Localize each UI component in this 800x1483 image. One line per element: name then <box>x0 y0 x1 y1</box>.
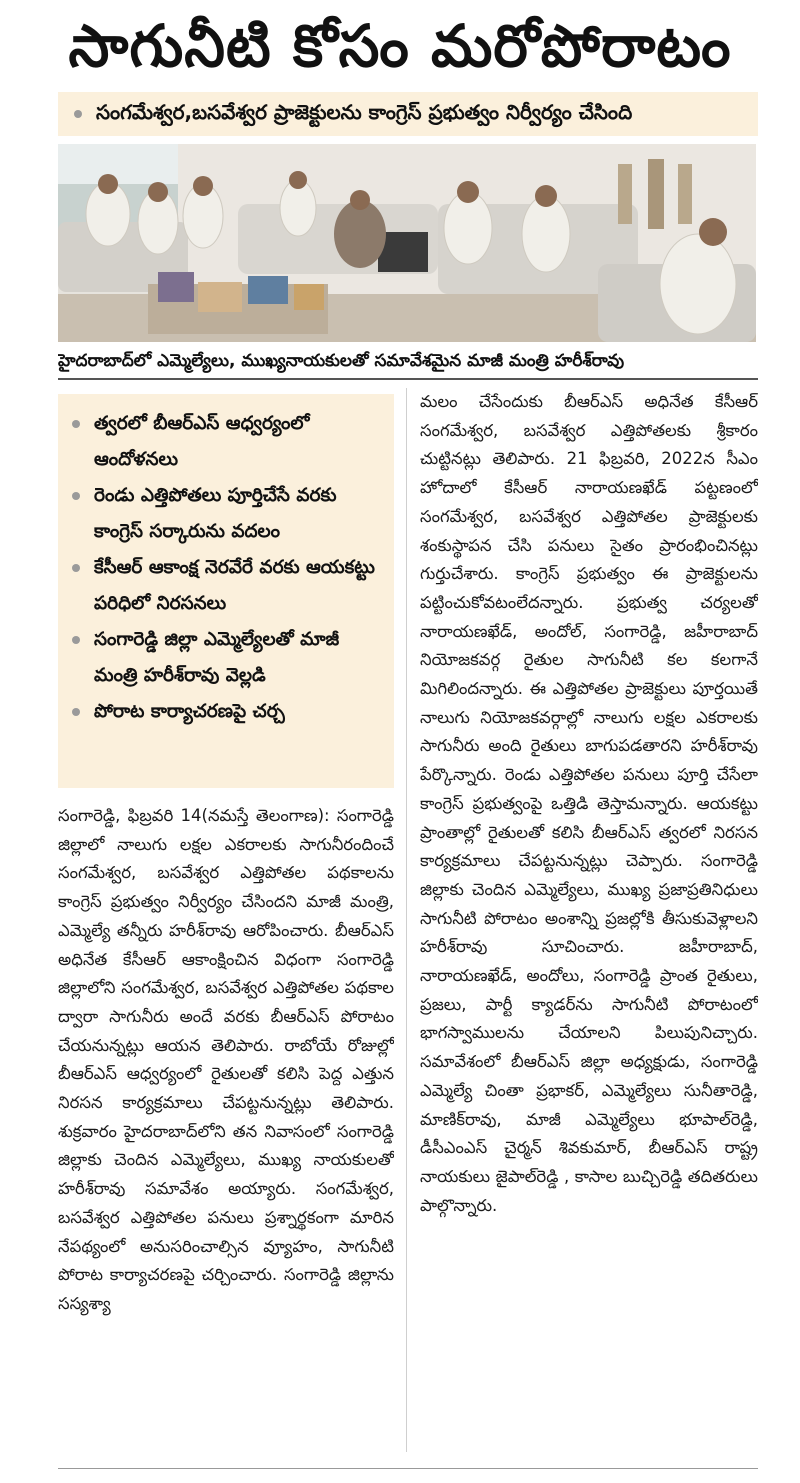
article-subheadline <box>58 92 758 136</box>
bullet-icon <box>72 636 80 644</box>
highlight-item <box>72 622 386 694</box>
bullet-icon <box>74 110 82 118</box>
highlight-text: రెండు ఎత్తిపోతలు పూర్తిచేసే వరకు కాంగ్రెస్ సర్కారును వదలం <box>94 485 337 542</box>
bullet-icon <box>72 420 80 428</box>
body-text-right: మలం చేసేందుకు బీఆర్‌ఎస్ అధినేత కేసీఆర్ సంగమేశ్వర, బసవేశ్వర ఎత్తిపోతలకు శ్రీకారం చుట్టినట్లు తెలిపారు. 21 ఫిబ్రవరి, 2022న సీఎం హోదాలో కేసీఆర్ నారాయణఖేడ్ పట్టణంలో సంగమేశ్వర, బసవేశ్వర ఎత్తిపోతల ప్రాజెక్టులకు శంకుస్థాపన చేసి పనులు సైతం ప్రారంభించినట్లు గుర్తుచేశారు. కాంగ్రెస్ ప్రభుత్వం ఈ ప్రాజెక్టులను పట్టించుకోవటంలేదన్నారు. ప్రభుత్వ చర్యలతో నారాయణఖేడ్, అందోల్, సంగారెడ్డి, జహీరాబాద్ నియోజకవర్గ రైతుల సాగునీటి కల కలగానే మిగిలిందన్నారు. ఈ ఎత్తిపోతల ప్రాజెక్టులు పూర్తయితే నాలుగు నియోజకవర్గాల్లో నాలుగు లక్షల ఎకరాలకు సాగునీరు అంది రైతులు బాగుపడతారని హరీశ్‌రావు పేర్కొన్నారు. రెండు ఎత్తిపోతల పనులు పూర్తి చేసేలా కాంగ్రెస్ ప్రభుత్వంపై ఒత్తిడి తెస్తామన్నారు. ఆయకట్టు ప్రాంతాల్లో రైతులతో కలిసి బీఆర్‌ఎస్ త్వరలో నిరసన కార్యక్రమాలు చేపట్టనున్నట్లు చెప్పారు. సంగారెడ్డి జిల్లాకు చెందిన ఎమ్మెల్యేలు, ముఖ్య ప్రజాప్రతినిధులు సాగునీటి పోరాటం అంశాన్ని ప్రజల్లోకి తీసుకువెళ్లాలని హరీశ్‌రావు సూచించారు. జహీరాబాద్, నారాయణఖేడ్, అందోలు, సంగారెడ్డి ప్రాంత రైతులు, ప్రజలు, పార్టీ క్యాడర్‌ను సాగునీటి పోరాటంలో భాగస్వాములను చేయాలని పిలుపునిచ్చారు. సమావేశంలో బీఆర్‌ఎస్ జిల్లా అధ్యక్షుడు, సంగారెడ్డి ఎమ్మెల్యే చింతా ప్రభాకర్, ఎమ్మెల్యేలు సునీతారెడ్డి, మాణిక్‌రావు, మాజీ ఎమ్మెల్యేలు భూపాల్‌రెడ్డి, డీసీఎంఎస్ చైర్మన్ శివకుమార్, బీఆర్‌ఎస్ రాష్ట్ర నాయకులు జైపాల్‌రెడ్డి , కాసాల బుచ్చిరెడ్డి తదితరులు పాల్గొన్నారు. <box>420 392 758 1215</box>
bullet-icon <box>72 708 80 716</box>
body-column-left <box>58 802 394 1462</box>
highlight-text: పోరాట కార్యాచరణపై చర్చ <box>94 701 285 722</box>
highlight-item <box>72 406 386 478</box>
subheadline-text: సంగమేశ్వర,బసవేశ్వర ప్రాజెక్టులను కాంగ్రెస్ ప్రభుత్వం నిర్వీర్యం చేసింది <box>96 99 633 124</box>
caption-divider <box>58 378 758 380</box>
photo-caption: హైదరాబాద్‌లో ఎమ్మెల్యేలు, ముఖ్యనాయకులతో సమావేశమైన మాజీ మంత్రి హరీశ్‌రావు <box>58 351 625 371</box>
highlight-text: సంగారెడ్డి జిల్లా ఎమ్మెల్యేలతో మాజీ మంత్రి హరీశ్‌రావు వెల్లడి <box>94 629 340 686</box>
highlight-text: త్వరలో బీఆర్‌ఎస్ ఆధ్వర్యంలో ఆందోళనలు <box>94 413 310 470</box>
highlight-item <box>72 550 386 622</box>
column-divider <box>406 388 407 1452</box>
highlight-item <box>72 478 386 550</box>
article-photo <box>58 144 756 342</box>
bullet-icon <box>72 492 80 500</box>
bottom-rule <box>58 1468 758 1469</box>
highlight-item <box>72 694 386 730</box>
highlight-text: కేసీఆర్ ఆకాంక్ష నెరవేరే వరకు ఆయకట్టు పరిధిలో నిరసనలు <box>94 557 375 614</box>
highlights-box <box>58 394 394 788</box>
body-column-right <box>420 388 758 1458</box>
bullet-icon <box>72 564 80 572</box>
article-headline: సాగునీటి కోసం మరోపోరాటం <box>68 12 732 80</box>
body-text-left: సంగారెడ్డి, ఫిబ్రవరి 14(నమస్తే తెలంగాణ): సంగారెడ్డి జిల్లాలో నాలుగు లక్షల ఎకరాలకు సాగునీరందించే సంగమేశ్వర, బసవేశ్వర ఎత్తిపోతల పథకాలను కాంగ్రెస్ ప్రభుత్వం నిర్వీర్యం చేసిందని మాజీ మంత్రి, ఎమ్మెల్యే తన్నీరు హరీశ్‌రావు ఆరోపించారు. బీఆర్‌ఎస్ అధినేత కేసీఆర్ ఆకాంక్షించిన విధంగా సంగారెడ్డి జిల్లాలోని సంగమేశ్వర, బసవేశ్వర ఎత్తిపోతల పథకాల ద్వారా సాగునీరు అందే వరకు బీఆర్‌ఎస్ పోరాటం చేయనున్నట్లు ఆయన తెలిపారు. రాబోయే రోజుల్లో బీఆర్‌ఎస్ ఆధ్వర్యంలో రైతులతో కలిసి పెద్ద ఎత్తున నిరసన కార్యక్రమాలు చేపట్టనున్నట్లు తెలిపారు. శుక్రవారం హైదరాబాద్‌లోని తన నివాసంలో సంగారెడ్డి జిల్లాకు చెందిన ఎమ్మెల్యేలు, ముఖ్య నాయకులతో హరీశ్‌రావు సమావేశం అయ్యారు. సంగమేశ్వర, బసవేశ్వర ఎత్తిపోతల పనులు ప్రశ్నార్థకంగా మారిన నేపథ్యంలో అనుసరించాల్సిన వ్యూహం, సాగునీటి పోరాట కార్యాచరణపై చర్చించారు. సంగారెడ్డి జిల్లాను సస్యశ్యా <box>58 806 394 1313</box>
